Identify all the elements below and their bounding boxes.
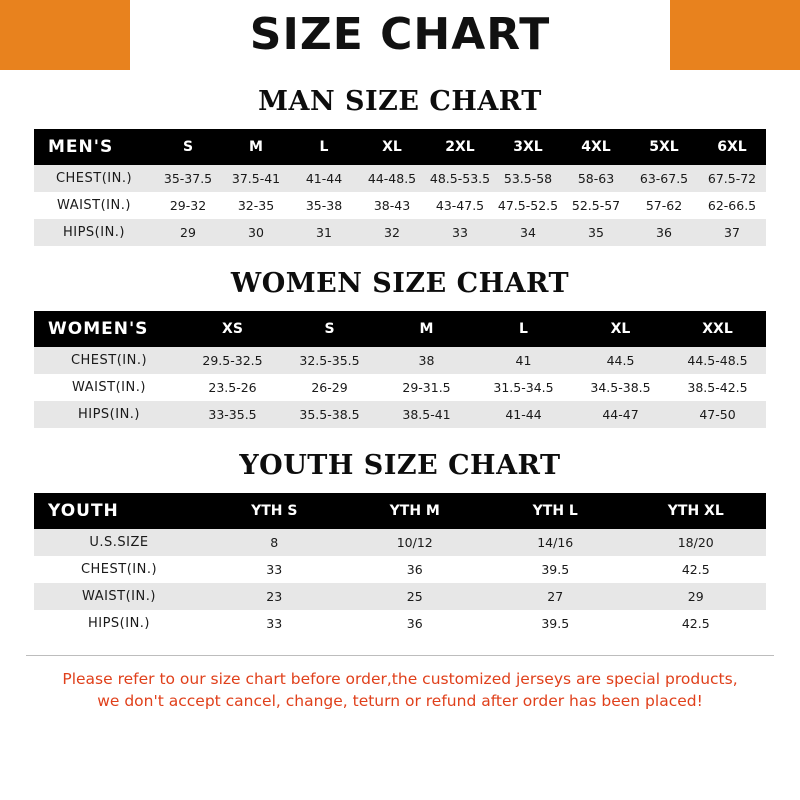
header-cell-m: M	[378, 311, 475, 347]
footer-note	[26, 655, 774, 713]
header-cell-label: MEN'S	[34, 129, 154, 165]
table-row	[34, 192, 766, 219]
cell: 29	[154, 219, 222, 246]
cell: 23.5-26	[184, 374, 281, 401]
cell: 30	[222, 219, 290, 246]
cell: 32.5-35.5	[281, 347, 378, 374]
page-title: SIZE CHART	[249, 9, 551, 60]
cell: 29	[626, 583, 767, 610]
table-row	[34, 610, 766, 637]
cell: 35	[562, 219, 630, 246]
cell: 47.5-52.5	[494, 192, 562, 219]
cell: 41	[475, 347, 572, 374]
header-cell-6xl: 6XL	[698, 129, 766, 165]
cell: 26-29	[281, 374, 378, 401]
header-cell-s: S	[154, 129, 222, 165]
section-man	[0, 86, 800, 246]
women-size-table	[34, 311, 766, 428]
header-cell-xxl: XXL	[669, 311, 766, 347]
table-header-row	[34, 493, 766, 529]
row-label-hips: HIPS(IN.)	[34, 219, 154, 246]
cell: 47-50	[669, 401, 766, 428]
header-cell-l: L	[475, 311, 572, 347]
cell: 23	[204, 583, 345, 610]
youth-size-table	[34, 493, 766, 637]
header-cell-yth-l: YTH L	[485, 493, 626, 529]
footer-note-line-2: we don't accept cancel, change, teturn or refund after order has been placed!	[97, 692, 703, 711]
cell: 36	[630, 219, 698, 246]
cell: 36	[345, 556, 486, 583]
header-cell-s: S	[281, 311, 378, 347]
row-label-us-size: U.S.SIZE	[34, 529, 204, 556]
row-label-chest: CHEST(IN.)	[34, 556, 204, 583]
cell: 53.5-58	[494, 165, 562, 192]
cell: 33	[204, 610, 345, 637]
section-title-women: WOMEN SIZE CHART	[230, 268, 570, 299]
section-title-man: MAN SIZE CHART	[258, 86, 542, 117]
cell: 33	[204, 556, 345, 583]
table-row	[34, 401, 766, 428]
cell: 10/12	[345, 529, 486, 556]
cell: 18/20	[626, 529, 767, 556]
header-cell-4xl: 4XL	[562, 129, 630, 165]
cell: 31.5-34.5	[475, 374, 572, 401]
cell: 67.5-72	[698, 165, 766, 192]
cell: 31	[290, 219, 358, 246]
cell: 37.5-41	[222, 165, 290, 192]
cell: 62-66.5	[698, 192, 766, 219]
cell: 25	[345, 583, 486, 610]
header-cell-label: YOUTH	[34, 493, 204, 529]
row-label-waist: WAIST(IN.)	[34, 192, 154, 219]
cell: 44.5-48.5	[669, 347, 766, 374]
header-cell-2xl: 2XL	[426, 129, 494, 165]
header-cell-l: L	[290, 129, 358, 165]
cell: 42.5	[626, 610, 767, 637]
cell: 43-47.5	[426, 192, 494, 219]
cell: 58-63	[562, 165, 630, 192]
cell: 48.5-53.5	[426, 165, 494, 192]
table-header-row	[34, 311, 766, 347]
cell: 8	[204, 529, 345, 556]
cell: 35.5-38.5	[281, 401, 378, 428]
cell: 38.5-41	[378, 401, 475, 428]
cell: 44.5	[572, 347, 669, 374]
header-cell-label: WOMEN'S	[34, 311, 184, 347]
table-row	[34, 529, 766, 556]
cell: 35-38	[290, 192, 358, 219]
cell: 41-44	[475, 401, 572, 428]
table-row	[34, 556, 766, 583]
cell: 33-35.5	[184, 401, 281, 428]
cell: 52.5-57	[562, 192, 630, 219]
table-row	[34, 583, 766, 610]
cell: 38.5-42.5	[669, 374, 766, 401]
section-youth	[0, 450, 800, 637]
cell: 14/16	[485, 529, 626, 556]
header-cell-m: M	[222, 129, 290, 165]
footer-note-line-1: Please refer to our size chart before order,the customized jerseys are special products,	[62, 670, 738, 688]
cell: 38	[378, 347, 475, 374]
header-cell-yth-xl: YTH XL	[626, 493, 767, 529]
cell: 63-67.5	[630, 165, 698, 192]
cell: 44-48.5	[358, 165, 426, 192]
header-cell-3xl: 3XL	[494, 129, 562, 165]
header-cell-yth-s: YTH S	[204, 493, 345, 529]
cell: 37	[698, 219, 766, 246]
table-row	[34, 219, 766, 246]
cell: 41-44	[290, 165, 358, 192]
row-label-hips: HIPS(IN.)	[34, 401, 184, 428]
cell: 39.5	[485, 610, 626, 637]
cell: 39.5	[485, 556, 626, 583]
cell: 44-47	[572, 401, 669, 428]
section-title-youth: YOUTH SIZE CHART	[239, 450, 561, 481]
section-women	[0, 268, 800, 428]
row-label-waist: WAIST(IN.)	[34, 374, 184, 401]
cell: 27	[485, 583, 626, 610]
cell: 29.5-32.5	[184, 347, 281, 374]
header-cell-yth-m: YTH M	[345, 493, 486, 529]
cell: 36	[345, 610, 486, 637]
row-label-chest: CHEST(IN.)	[34, 165, 154, 192]
row-label-waist: WAIST(IN.)	[34, 583, 204, 610]
cell: 42.5	[626, 556, 767, 583]
table-row	[34, 374, 766, 401]
cell: 57-62	[630, 192, 698, 219]
header-cell-xs: XS	[184, 311, 281, 347]
table-header-row	[34, 129, 766, 165]
cell: 34.5-38.5	[572, 374, 669, 401]
cell: 29-31.5	[378, 374, 475, 401]
cell: 34	[494, 219, 562, 246]
men-size-table	[34, 129, 766, 246]
header-cell-xl: XL	[572, 311, 669, 347]
header-cell-xl: XL	[358, 129, 426, 165]
table-row	[34, 347, 766, 374]
cell: 32-35	[222, 192, 290, 219]
header-band	[0, 0, 800, 70]
header-cell-5xl: 5XL	[630, 129, 698, 165]
row-label-chest: CHEST(IN.)	[34, 347, 184, 374]
cell: 38-43	[358, 192, 426, 219]
table-row	[34, 165, 766, 192]
cell: 35-37.5	[154, 165, 222, 192]
row-label-hips: HIPS(IN.)	[34, 610, 204, 637]
cell: 32	[358, 219, 426, 246]
cell: 29-32	[154, 192, 222, 219]
cell: 33	[426, 219, 494, 246]
